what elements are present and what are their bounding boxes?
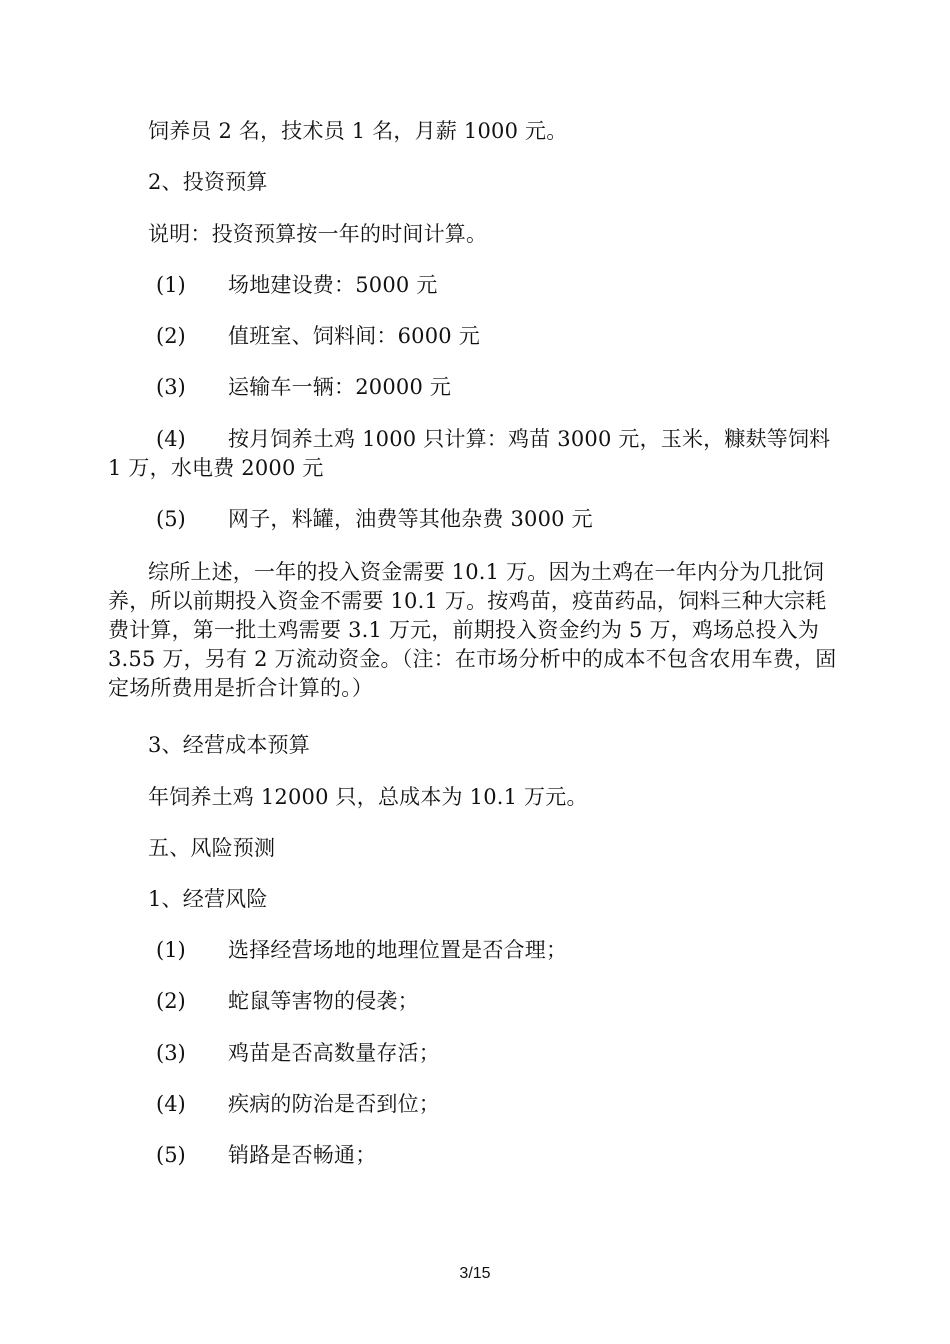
budget-note-line: 说明：投资预算按一年的时间计算。 — [148, 222, 488, 246]
list-item-monthly-feeding-continued: 1 万，水电费 2000 元 — [108, 456, 324, 480]
risk-item-sales-channel: 销路是否畅通； — [228, 1143, 377, 1167]
list-item-number: (1) — [156, 273, 186, 297]
operating-cost-line: 年饲养土鸡 12000 只，总成本为 10.1 万元。 — [148, 785, 588, 809]
list-item-number: (3) — [156, 1041, 186, 1065]
list-item-number: (2) — [156, 989, 186, 1013]
summary-paragraph: 综所上述，一年的投入资金需要 10.1 万。因为土鸡在一年内分为几批饲养，所以前期投入资金不需要 10.1 万。按鸡苗，疫苗药品，饲料三种大宗耗费计算，第一批土鸡需要 3.1 万元，前期投入资金约为 5 万，鸡场总投入为 3.55 万，另有 2 万流动资金。（注：在市场分析中的成本不包含农用车费，固定场所费用是折合计算的。） — [108, 560, 837, 700]
list-item-misc-expenses: 网子，料罐，油费等其他杂费 3000 元 — [228, 507, 593, 531]
list-item-number: (3) — [156, 375, 186, 399]
page-number: 3/15 — [459, 1265, 491, 1282]
list-item-number: (5) — [156, 507, 186, 531]
section-heading-operating-risk: 1、经营风险 — [148, 887, 268, 911]
list-item-transport-vehicle: 运输车一辆：20000 元 — [228, 375, 452, 399]
list-item-duty-room: 值班室、饲料间：6000 元 — [228, 324, 480, 348]
list-item-site-construction: 场地建设费：5000 元 — [228, 273, 438, 297]
chapter-heading-risk: 五、风险预测 — [148, 836, 276, 860]
risk-item-chick-survival: 鸡苗是否高数量存活； — [228, 1041, 440, 1065]
risk-item-pests: 蛇鼠等害物的侵袭； — [228, 989, 419, 1013]
list-item-number: (4) — [156, 1092, 186, 1116]
section-heading-investment-budget: 2、投资预算 — [148, 170, 268, 194]
list-item-number: (5) — [156, 1143, 186, 1167]
staff-salary-line: 饲养员 2 名，技术员 1 名，月薪 1000 元。 — [148, 119, 568, 143]
risk-item-location: 选择经营场地的地理位置是否合理； — [228, 938, 568, 962]
list-item-number: (4) — [156, 427, 186, 451]
section-heading-operating-cost: 3、经营成本预算 — [148, 733, 310, 757]
list-item-monthly-feeding: 按月饲养土鸡 1000 只计算：鸡苗 3000 元，玉米，糠麸等饲料 — [228, 427, 831, 451]
list-item-number: (1) — [156, 938, 186, 962]
risk-item-disease-control: 疾病的防治是否到位； — [228, 1092, 440, 1116]
list-item-number: (2) — [156, 324, 186, 348]
